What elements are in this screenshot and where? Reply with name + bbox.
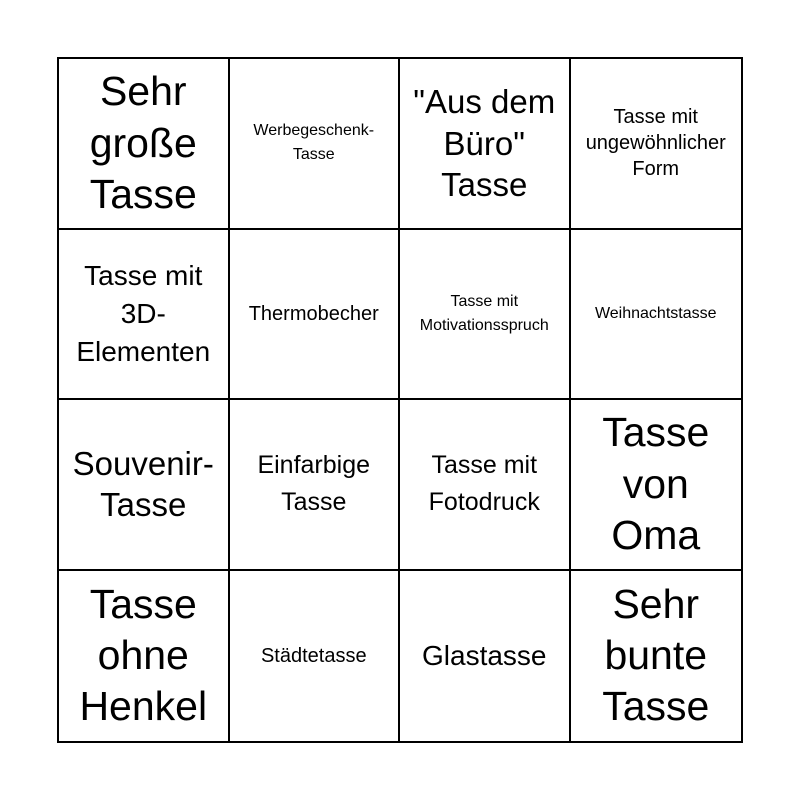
bingo-cell-r4c3[interactable]: [400, 571, 571, 742]
bingo-cell-text: Souvenir-Tasse: [72, 445, 214, 524]
bingo-cell-r2c3[interactable]: [400, 230, 571, 401]
bingo-cell-r3c1[interactable]: [59, 400, 230, 571]
bingo-cell-text: Sehr große Tasse: [89, 68, 197, 217]
bingo-cell-r2c1[interactable]: [59, 230, 230, 401]
bingo-cell-r4c4[interactable]: [571, 571, 742, 742]
bingo-cell-r2c2[interactable]: [230, 230, 401, 401]
bingo-cell-r3c3[interactable]: [400, 400, 571, 571]
bingo-cell-r1c1[interactable]: [59, 59, 230, 230]
bingo-cell-text: Glastasse: [422, 639, 547, 671]
bingo-cell-text: Tasse mit ungewöhnlicher Form: [585, 106, 726, 181]
bingo-cell-text: Werbegeschenk-Tasse: [253, 122, 375, 164]
bingo-cell-text: Tasse mit 3D-Elementen: [76, 260, 211, 367]
bingo-cell-text: Thermobecher: [248, 302, 379, 325]
bingo-board: [57, 57, 743, 743]
bingo-cell-r1c4[interactable]: [571, 59, 742, 230]
bingo-cell-r4c2[interactable]: [230, 571, 401, 742]
bingo-cell-r4c1[interactable]: [59, 571, 230, 742]
bingo-cell-r3c4[interactable]: [571, 400, 742, 571]
bingo-cell-r1c3[interactable]: [400, 59, 571, 230]
bingo-cell-text: Tasse ohne Henkel: [79, 580, 208, 730]
bingo-cell-r1c2[interactable]: [230, 59, 401, 230]
bingo-cell-r2c4[interactable]: [571, 230, 742, 401]
bingo-cell-text: Sehr bunte Tasse: [602, 580, 710, 730]
bingo-cell-text: Städtetasse: [260, 644, 367, 667]
bingo-cell-text: Tasse mit Motivationsspruch: [419, 292, 549, 334]
bingo-cell-text: "Aus dem Büro" Tasse: [413, 83, 556, 203]
bingo-cell-r3c2[interactable]: [230, 400, 401, 571]
bingo-cell-text: Tasse von Oma: [602, 409, 710, 558]
bingo-cell-text: Weihnachtstasse: [594, 304, 717, 322]
bingo-cell-text: Tasse mit Fotodruck: [428, 450, 540, 517]
bingo-cell-text: Einfarbige Tasse: [257, 450, 371, 517]
